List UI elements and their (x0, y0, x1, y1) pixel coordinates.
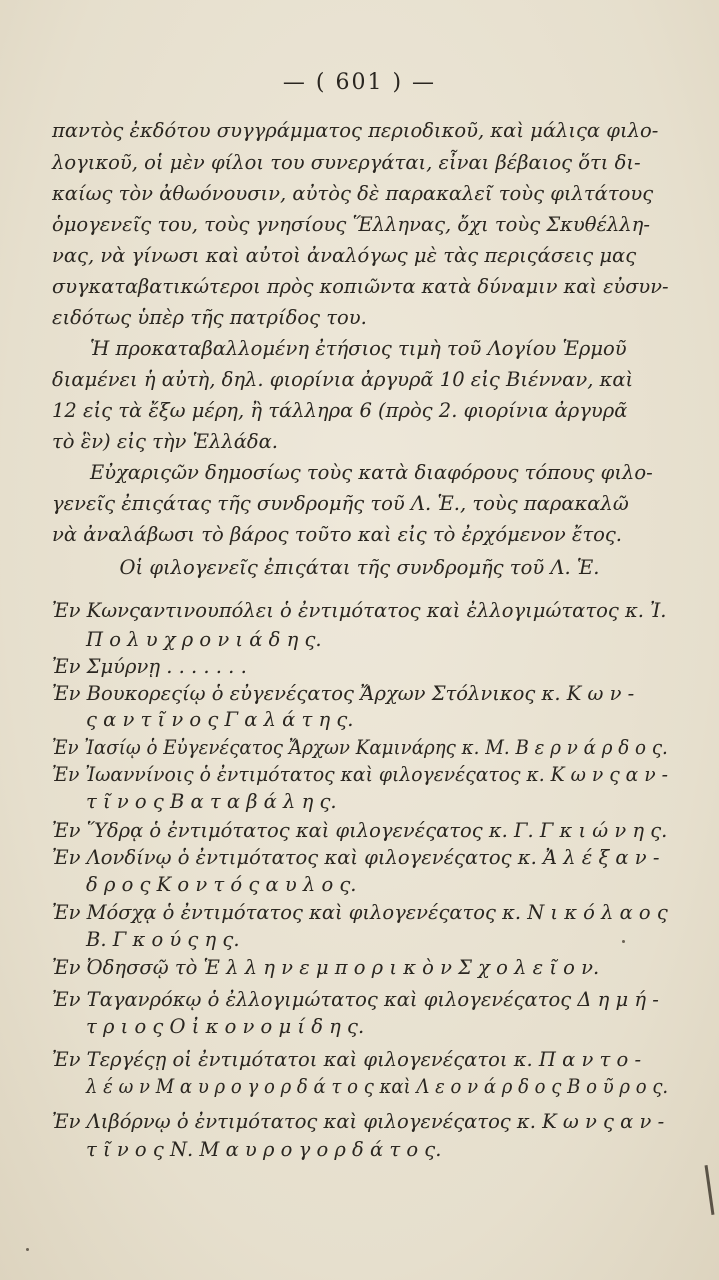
list-line: τ ῖ ν ο ς Β α τ α β ά λ η ς. (86, 790, 337, 813)
paragraph-line: παντὸς ἐκδότου συγγράμματος περιοδικοῦ, καὶ μάλιςα φιλο- (52, 119, 659, 142)
list-line: τ ρ ι ο ς Ο ἰ κ ο ν ο μ ί δ η ς. (86, 1015, 365, 1038)
paragraph-line: τὸ ἓν) εἰς τὴν Ἑλλάδα. (52, 430, 279, 453)
list-line: Ἐν Σμύρνῃ . . . . . . . (52, 655, 247, 678)
paragraph-line: καίως τὸν ἀθωόνουσιν, αὐτὸς δὲ παρακαλεῖ τοὺς φιλτάτους (52, 182, 654, 205)
paragraph-line: γενεῖς ἐπιςάτας τῆς συνδρομῆς τοῦ Λ. Ἑ., τοὺς παρακαλῶ (52, 492, 629, 515)
list-line: τ ῖ ν ο ς Ν. Μ α υ ρ ο γ ο ρ δ ά τ ο ς. (86, 1138, 442, 1161)
paragraph-line: ειδότως ὑπὲρ τῆς πατρίδος του. (52, 306, 367, 329)
paragraph-line: Εὐχαριςῶν δημοσίως τοὺς κατὰ διαφόρους τόπους φιλο- (90, 461, 653, 484)
list-line: λ έ ω ν Μ α υ ρ ο γ ο ρ δ ά τ ο ς καὶ Λ ε ο ν ά ρ δ ο ς Β ο ῦ ρ ο ς. (86, 1075, 669, 1098)
paragraph-line: νας, νὰ γίνωσι καὶ αὐτοὶ ἀναλόγως μὲ τὰς περιςάσεις μας (52, 244, 637, 267)
list-line: Ἐν Τεργέςῃ οἱ ἐντιμότατοι καὶ φιλογενέςατοι κ. Π α ν τ ο - (52, 1048, 642, 1071)
list-line: δ ρ ο ς Κ ο ν τ ό ς α υ λ ο ς. (86, 873, 357, 896)
section-heading: Οἱ φιλογενεῖς ἐπιςάται τῆς συνδρομῆς τοῦ Λ. Ἑ. (119, 556, 600, 579)
paragraph-line: νὰ ἀναλάβωσι τὸ βάρος τοῦτο καὶ εἰς τὸ ἐρχόμενον ἔτος. (52, 523, 623, 546)
list-line: Ἐν Ἰασίῳ ὁ Εὐγενέςατος Ἄρχων Καμινάρης κ. Μ. Β ε ρ ν ά ρ δ ο ς. (52, 736, 668, 759)
paper-scratch-mark (705, 1165, 715, 1215)
list-line: Ἐν Ἰωαννίνοις ὁ ἐντιμότατος καὶ φιλογενέςατος κ. Κ ω ν ς α ν - (52, 763, 668, 786)
paragraph-line: συγκαταβατικώτεροι πρὸς κοπιῶντα κατὰ δύναμιν καὶ εὐσυν- (52, 275, 669, 298)
list-line: Π ο λ υ χ ρ ο ν ι ά δ η ς. (86, 628, 322, 651)
list-line: Ἐν Ὀδησσῷ τὸ Ἑ λ λ η ν ε μ π ο ρ ι κ ὸ ν Σ χ ο λ ε ῖ ο ν. (52, 956, 600, 979)
list-line: Ἐν Ὕδρᾳ ὁ ἐντιμότατος καὶ φιλογενέςατος κ. Γ. Γ κ ι ώ ν η ς. (52, 819, 668, 842)
list-line: ς α ν τ ῖ ν ο ς Γ α λ ά τ η ς. (86, 708, 354, 731)
list-line: Ἐν Βουκορεςίῳ ὁ εὐγενέςατος Ἄρχων Στόλνικος κ. Κ ω ν - (52, 682, 635, 705)
list-line: Ἐν Μόσχᾳ ὁ ἐντιμότατος καὶ φιλογενέςατος κ. Ν ι κ ό λ α ο ς (52, 901, 668, 924)
list-line: Ἐν Ταγανρόκῳ ὁ ἐλλογιμώτατος καὶ φιλογενέςατος Δ η μ ή - (52, 988, 659, 1011)
list-line: Ἐν Λονδίνῳ ὁ ἐντιμότατος καὶ φιλογενέςατος κ. Ἀ λ έ ξ α ν - (52, 846, 660, 869)
page-number-header: — ( 601 ) — (282, 70, 437, 95)
paragraph-line: ὁμογενεῖς του, τοὺς γνησίους Ἕλληνας, ὄχι τοὺς Σκυθέλλη- (52, 213, 650, 236)
list-line: Ἐν Κωνςαντινουπόλει ὁ ἐντιμότατος καὶ ἐλλογιμώτατος κ. Ἰ. (52, 599, 667, 622)
paragraph-line: Ἡ προκαταβαλλομένη ἐτήσιος τιμὴ τοῦ Λογίου Ἑρμοῦ (90, 337, 627, 360)
paper-speck (622, 940, 625, 943)
paragraph-line: λογικοῦ, οἱ μὲν φίλοι του συνεργάται, εἶναι βέβαιος ὅτι δι- (52, 151, 641, 174)
paragraph-line: διαμένει ἡ αὐτὴ, δηλ. φιορίνια ἀργυρᾶ 10 εἰς Βιένναν, καὶ (52, 368, 634, 391)
paper-speck (26, 1248, 29, 1251)
list-line: Ἐν Λιβόρνῳ ὁ ἐντιμότατος καὶ φιλογενέςατος κ. Κ ω ν ς α ν - (52, 1110, 665, 1133)
list-line: Β. Γ κ ο ύ ς η ς. (86, 928, 240, 951)
paragraph-line: 12 εἰς τὰ ἔξω μέρη, ἢ τάλληρα 6 (πρὸς 2. φιορίνια ἀργυρᾶ (52, 399, 628, 422)
